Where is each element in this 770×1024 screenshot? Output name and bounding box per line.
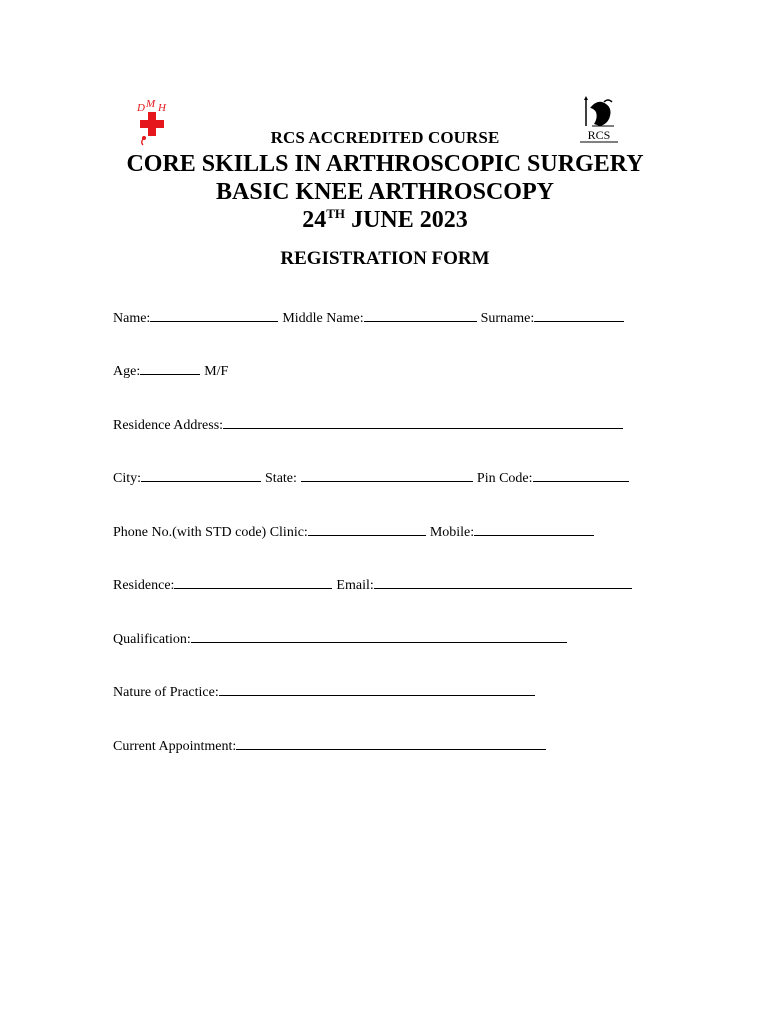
name-row — [113, 308, 624, 328]
svg-text:M: M — [146, 98, 156, 110]
course-title-line2: BASIC KNEE ARTHROSCOPY — [216, 179, 554, 205]
middle-name-field[interactable] — [364, 308, 477, 322]
course-date-suffix: TH — [326, 206, 346, 221]
residence-address-label: Residence Address: — [113, 418, 224, 433]
city-row — [113, 468, 629, 488]
age-row — [113, 361, 228, 381]
mobile-field[interactable] — [474, 522, 594, 536]
form-title: REGISTRATION FORM — [280, 248, 490, 269]
current-appointment-label: Current Appointment: — [113, 739, 237, 754]
course-accreditation-label: RCS ACCREDITED COURSE — [270, 128, 500, 147]
email-label: Email: — [336, 578, 374, 593]
svg-text:H: H — [158, 102, 166, 114]
email-field[interactable] — [374, 575, 632, 589]
current-appointment-row — [113, 736, 546, 756]
course-title — [0, 150, 770, 234]
qualification-label: Qualification: — [113, 632, 191, 647]
sex-label: M/F — [204, 364, 229, 379]
qualification-row — [113, 629, 567, 649]
qualification-field[interactable] — [191, 629, 567, 643]
course-date-rest: JUNE 2023 — [345, 207, 468, 233]
city-field[interactable] — [141, 468, 261, 482]
course-title-line1: CORE SKILLS IN ARTHROSCOPIC SURGERY — [126, 151, 644, 177]
course-date-day: 24 — [302, 207, 327, 233]
nature-of-practice-row — [113, 682, 535, 702]
residence-address-row — [113, 415, 623, 435]
residence-label: Residence: — [113, 578, 175, 593]
phone-clinic-field[interactable] — [308, 522, 426, 536]
age-field[interactable] — [140, 361, 200, 375]
age-label: Age: — [113, 364, 141, 379]
pin-code-field[interactable] — [533, 468, 629, 482]
name-field[interactable] — [150, 308, 278, 322]
residence-phone-field[interactable] — [174, 575, 332, 589]
phone-row — [113, 522, 594, 542]
course-date — [0, 206, 770, 234]
nature-of-practice-label: Nature of Practice: — [113, 685, 219, 700]
svg-text:RCS: RCS — [587, 128, 611, 142]
nature-of-practice-field[interactable] — [219, 682, 535, 696]
mobile-label: Mobile: — [429, 525, 475, 540]
residence-address-field[interactable] — [223, 415, 623, 429]
state-label: State: — [265, 471, 297, 486]
pin-code-label: Pin Code: — [476, 471, 533, 486]
current-appointment-field[interactable] — [236, 736, 546, 750]
state-field[interactable] — [301, 468, 473, 482]
residence-row — [113, 575, 632, 595]
middle-name-label: Middle Name: — [282, 311, 364, 326]
phone-clinic-label: Phone No.(with STD code) Clinic: — [113, 525, 308, 540]
name-label: Name: — [113, 311, 151, 326]
city-label: City: — [113, 471, 142, 486]
surname-field[interactable] — [534, 308, 624, 322]
svg-text:D: D — [137, 102, 145, 114]
surname-label: Surname: — [480, 311, 535, 326]
